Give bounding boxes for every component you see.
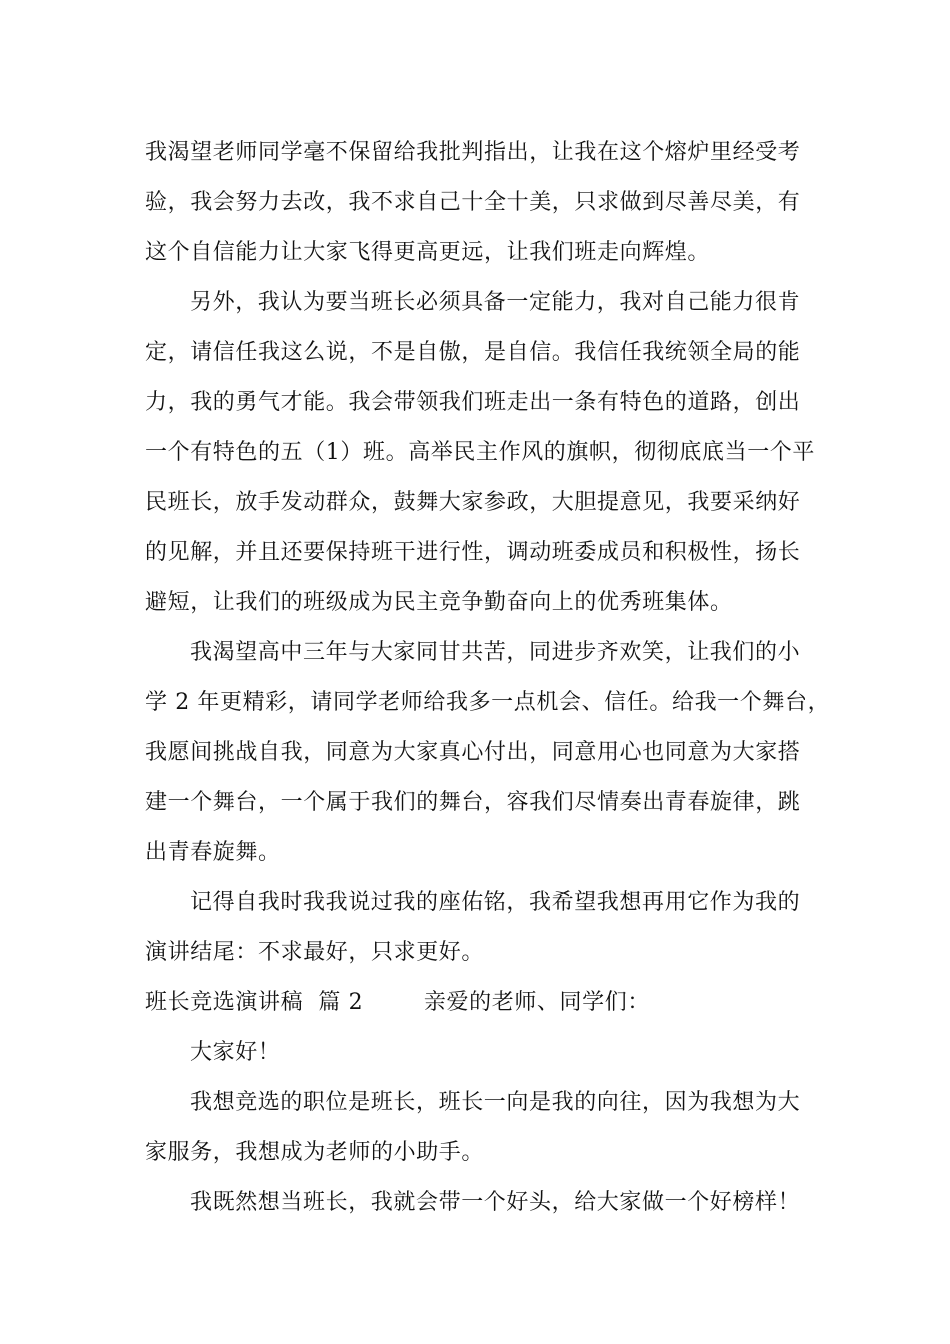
text-line: 力，我的勇气才能。我会带领我们班走出一条有特色的道路，创出 <box>145 390 801 415</box>
text-line: 演讲结尾：不求最好，只求更好。 <box>145 940 485 965</box>
paragraph-start-line: 另外，我认为要当班长必须具备一定能力，我对自己能力很肯 <box>190 290 801 315</box>
text-line: 学 2 年更精彩，请同学老师给我多一点机会、信任。给我一个舞台， <box>145 690 831 715</box>
text-line: 我渴望老师同学毫不保留给我批判指出，让我在这个熔炉里经受考 <box>145 140 801 165</box>
text-line: 民班长，放手发动群众，鼓舞大家参政，大胆提意见，我要采纳好 <box>145 490 801 515</box>
text-line: 这个自信能力让大家飞得更高更远，让我们班走向辉煌。 <box>145 240 711 265</box>
paragraph-start-line: 我想竞选的职位是班长，班长一向是我的向往，因为我想为大 <box>190 1090 801 1115</box>
text-line: 定，请信任我这么说，不是自傲，是自信。我信任我统领全局的能 <box>145 340 801 365</box>
paragraph-start-line: 我渴望高中三年与大家同甘共苦，同进步齐欢笑，让我们的小 <box>190 640 801 665</box>
paragraph-start-line: 我既然想当班长，我就会带一个好头，给大家做一个好榜样！ <box>190 1190 801 1215</box>
paragraph-start-line: 记得自我时我我说过我的座佑铭，我希望我想再用它作为我的 <box>190 890 801 915</box>
text-line: 的见解，并且还要保持班干进行性，调动班委成员和积极性，扬长 <box>145 540 801 565</box>
text-line: 验，我会努力去改，我不求自己十全十美，只求做到尽善尽美，有 <box>145 190 801 215</box>
text-line: 家服务，我想成为老师的小助手。 <box>145 1140 485 1165</box>
section-title-line: 班长竞选演讲稿 篇 2 亲爱的老师、同学们： <box>145 990 650 1015</box>
text-line: 建一个舞台，一个属于我们的舞台，容我们尽情奏出青春旋律，跳 <box>145 790 801 815</box>
greeting-line: 大家好！ <box>190 1040 281 1065</box>
text-line: 避短，让我们的班级成为民主竞争勤奋向上的优秀班集体。 <box>145 590 733 615</box>
text-line: 出青春旋舞。 <box>145 840 281 865</box>
text-line: 我愿间挑战自我，同意为大家真心付出，同意用心也同意为大家搭 <box>145 740 801 765</box>
text-line: 一个有特色的五（1）班。高举民主作风的旗帜，彻彻底底当一个平 <box>145 440 815 465</box>
